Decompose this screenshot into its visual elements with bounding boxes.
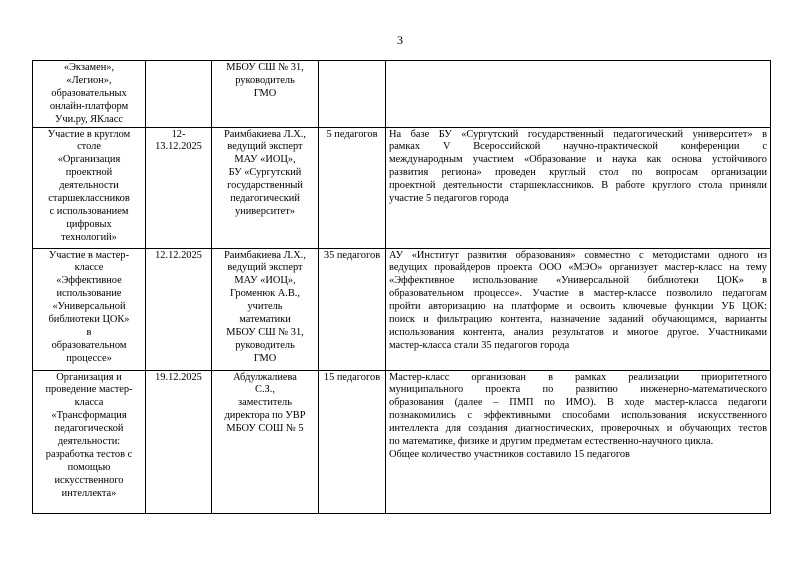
description-line: ведущих провайдеров проекта ООО «МЭО» организует мастер-класс на тему [389,262,767,274]
description-line: Общее количество участников составило 15 педагогов [389,448,630,460]
responsible-cell: МБОУ СШ № 31, руководитель ГМО [212,61,319,128]
description-line: познакомились с эффективными способами использования искусственного [389,410,767,422]
description-line: интеллекта для создания диагностических, проверочных и обучающих тестов [389,423,767,435]
event-cell: Участие в круглом столе «Организация проектной деятельности старшеклассников с использованием цифровых технологий» [33,127,146,248]
events-table [32,60,771,514]
description-line: На базе БУ «Сургутский государственный педагогический университет» в [389,128,767,140]
description-cell [386,370,771,513]
description-line: муниципального проекта по развитию инженерно-математического [389,384,767,396]
responsible-cell: Раимбакиева Л.Х., ведущий эксперт МАУ «ИОЦ», Громенюк А.В., учитель математики МБОУ СШ № 31, руководитель ГМО [212,248,319,370]
description-cell [386,127,771,248]
page-number: 3 [397,33,403,47]
description-line: Мастер-класс организован в рамках реализации приоритетного [389,371,767,383]
description-line: развития региона» проведен круглый стол по вопросам организации [389,167,767,179]
description-cell [386,248,771,370]
date-cell: 12.12.2025 [146,248,212,370]
participants-cell [319,61,386,128]
event-cell: Организация и проведение мастер- класса «Трансформация педагогической деятельности: разработка тестов с помощью искусственного интеллекта» [33,370,146,513]
description-line: участие 5 педагогов города [389,193,509,205]
participants-cell: 5 педагогов [319,127,386,248]
table-row [33,370,771,513]
date-cell: 12- 13.12.2025 [146,127,212,248]
date-cell: 19.12.2025 [146,370,212,513]
table-row [33,61,771,128]
description-line: использования контента, анализ результатов и многое другое. Участниками [389,326,767,338]
date-cell [146,61,212,128]
description-line: поиск и фильтрацию контента, назначение заданий обучающимся, варианты [389,314,767,326]
description-cell [386,61,771,128]
description-line: мастер-класса стали 35 педагогов города [389,339,570,351]
description-line: по математике, физике и другим предметам естественно-научного цикла. [389,436,714,448]
description-line: образования (далее – ПМП по ИМО). В ходе мастер-класса педагоги [389,397,767,409]
table-row [33,127,771,248]
responsible-cell: Раимбакиева Л.Х., ведущий эксперт МАУ «ИОЦ», БУ «Сургутский государственный педагогический университет» [212,127,319,248]
description-line: рамках V Всероссийской научно-практической конференции с [389,141,767,153]
description-line: проектной деятельности старшеклассников. В работе круглого стола приняли [389,180,767,192]
description-line: АУ «Институт развития образования» совместно с методистами одного из [389,249,767,261]
responsible-cell: Абдулжалиева С.З., заместитель директора по УВР МБОУ СОШ № 5 [212,370,319,513]
participants-cell: 35 педагогов [319,248,386,370]
event-cell: Участие в мастер- классе «Эффективное использование «Универсальной библиотеки ЦОК» в образовательном процессе» [33,248,146,370]
description-line: пройти авторизацию на платформе и освоить ключевые функции УБ ЦОК: [389,301,767,313]
description-line: международным участием «Образование и наука как основа устойчивого [389,154,767,166]
event-cell: «Экзамен», «Легион», образовательных онлайн-платформ Учи.ру, ЯКласс [33,61,146,128]
description-line: «Эффективное использование «Универсальной библиотеки ЦОК» в [389,275,767,287]
description-line: образовательном процессе». Участие в мастер-классе позволило педагогам [389,288,767,300]
table-row [33,248,771,370]
participants-cell: 15 педагогов [319,370,386,513]
